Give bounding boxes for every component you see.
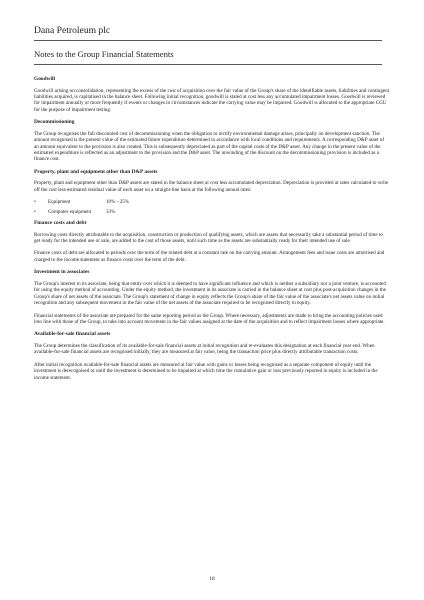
paragraph: Goodwill arising on consolidation, representing the excess of the cost of acquisition over the fair value of the Group's share of the identifiable assets, liabilities and contingent liabilities acquired, is capitalised in the balance sheet. Following initial recognition, goodwill is stated at cost less any accumulated impairment losses. Goodwill is reviewed for impairment annually or more frequently if events or changes in circumstances indicate the carrying value may be impaired. Goodwill is allocated to the appropriate CGU for the purpose of impairment testing. (34, 87, 390, 113)
section-property-plant-equipment (34, 169, 390, 215)
section-available-for-sale (34, 331, 390, 381)
section-finance-costs (34, 220, 390, 263)
list-item (34, 209, 390, 215)
section-heading: Decommissioning (34, 119, 75, 126)
paragraph: The Group determines the classification of its available-for-sale financial assets at initial recognition and re-evaluates this designation at each financial year end. When available-for-sale financial assets are recognised initially, they are measured at fair value, being the transaction price plus directly attributable transaction costs. (34, 342, 375, 356)
paragraph: Borrowing costs directly attributable to the acquisition, construction or production of qualifying assets, which are assets that necessarily take a substantial period of time to get ready for the intended use or sale, are added to the cost of those assets, until such time as the assets are substantially ready for their intended use of sale. (34, 231, 383, 245)
paragraph: The Group's interest in its associate, being that entity over which it is deemed to have significant influence and which is neither a subsidiary nor a joint venture, is accounted for using the equity method of accounting. Under the equity method, the investment in its associate is carried in the balance sheet at cost plus post-acquisition changes in the Group's share of net assets of the associate. The Group's statement of change in equity reflects the Group's share of the fair value of the associate's net assets value on initial recognition and any subsequent movement in the fair value of the net assets of the associate required to be recognised directly in equity. (34, 280, 386, 307)
rate-label: Computer equipment (48, 208, 92, 215)
rate-value: 10% - 25% (106, 199, 129, 206)
rate-label: Equipment (48, 199, 71, 206)
section-heading: Property, plant and equipment other than D&P assets (34, 168, 158, 175)
rate-value: 33% (106, 208, 116, 215)
company-name: Dana Petroleum plc (34, 25, 111, 36)
paragraph: Financial statements of the associate are prepared for the same reporting period as the Group. Where necessary, adjustments are made to bring the accounting policies used into line with those of the Group, to take into account movement in the fair values assigned at the date of the acquisition and to reflect impairment losses where appropriate. (34, 312, 385, 325)
list-item (34, 199, 390, 205)
section-heading: Investment in associates (34, 269, 90, 276)
paragraph: Property, plant and equipment other than D&P assets are stated in the balance sheet at cost less accumulated depreciation. Depreciation is provided at rates calculated to write off the cost less estimated residual value of each asset on a straight-line basis at the following annual rates: (34, 180, 389, 193)
bullet-icon: • (34, 199, 36, 206)
header-rule-bottom (34, 64, 382, 65)
page-title: Notes to the Group Financial Statements (34, 49, 174, 59)
section-goodwill (34, 76, 390, 113)
section-investment-associates (34, 269, 390, 325)
header-rule-top (34, 40, 382, 41)
bullet-icon: • (34, 208, 36, 215)
paragraph: Finance costs of debt are allocated to periods over the term of the related debt at a constant rate on the carrying amount. Arrangement fees and issue costs are amortised and charged to the income statement as finance costs over the term of the debt. (34, 250, 385, 263)
paragraph: After initial recognition available-for-sale financial assets are measured at fair value with gains or losses being recognised as a separate component of equity until the investment is derecognised or until the investment is determined to be impaired at which time the cumulative gain or loss previously reported in equity is included in the income statement. (34, 361, 378, 381)
section-heading: Goodwill (34, 76, 55, 82)
notes-body (34, 76, 390, 387)
section-heading: Available-for-sale financial assets (34, 331, 111, 338)
section-decommissioning (34, 119, 390, 163)
paragraph: The Group recognises the full discounted cost of decommissioning when the obligation to rectify environmental damage arises, principally on development sanction. The amount recognised is the present value of the estimated future expenditure determined in accordance with local conditions and requirements. A corresponding D&P asset of an amount equivalent to the provision is also created. This is subsequently depreciated as part of the capital costs of the D&P asset. Any change in the present value of the estimated expenditure is reflected as an adjustment to the provision and the D&P asset. The unwinding of the discount on the decommissioning provision is included as a finance cost. (34, 130, 385, 163)
depreciation-rates-list (34, 199, 390, 215)
page-number: 18 (209, 576, 215, 582)
section-heading: Finance costs and debt (34, 220, 87, 227)
